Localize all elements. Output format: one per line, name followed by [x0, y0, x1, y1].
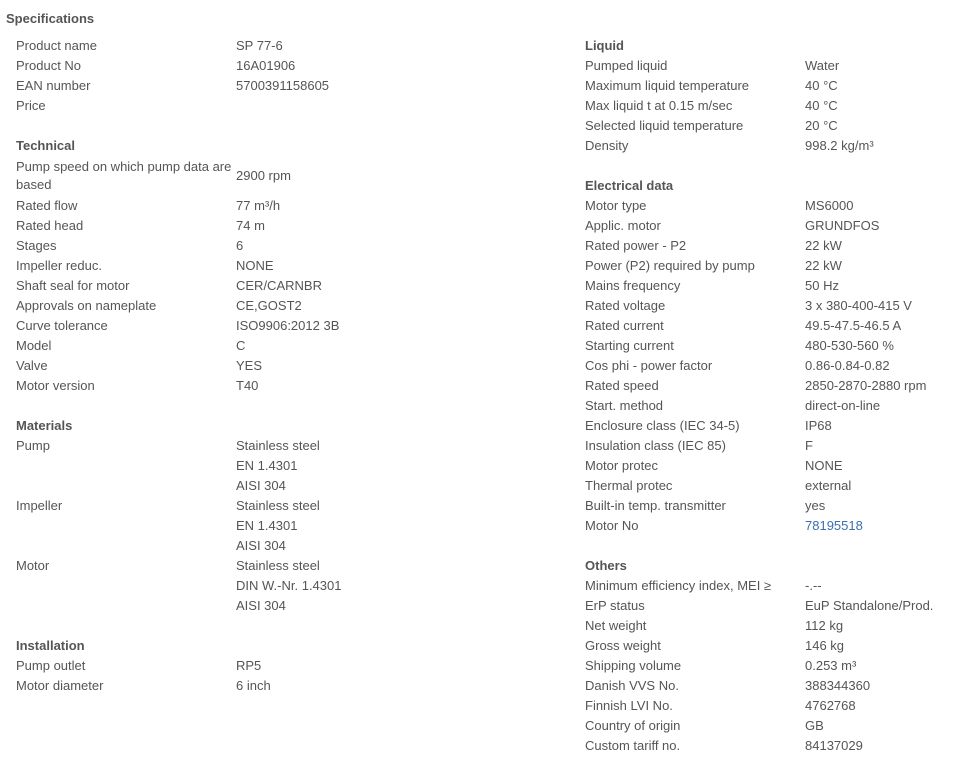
spec-row-product-name [16, 36, 486, 56]
spec-row-impeller-reduc [16, 256, 486, 276]
spec-label: Pump outlet [16, 658, 86, 673]
spec-label: Thermal protec [585, 478, 673, 493]
spec-row-selected-liquid-temp [585, 116, 960, 136]
spec-row-pumped-liquid [585, 56, 960, 76]
material-line: AISI 304 [236, 538, 286, 553]
spec-label: Motor protec [585, 458, 658, 473]
spec-row-valve [16, 356, 486, 376]
section-title-others: Others [585, 558, 627, 573]
spec-label: Impeller reduc. [16, 258, 102, 273]
spec-row-rated-head [16, 216, 486, 236]
spec-row-shipping-volume [585, 656, 960, 676]
spec-label: Motor version [16, 378, 95, 393]
spec-value: 77 m³/h [236, 198, 281, 213]
material-line: AISI 304 [236, 598, 286, 613]
spec-value: GB [805, 718, 824, 733]
spec-label: Curve tolerance [16, 318, 108, 333]
spec-value: 22 kW [805, 238, 842, 253]
spec-value: 4762768 [805, 698, 856, 713]
section-title-materials: Materials [16, 418, 73, 433]
spec-label: Max liquid t at 0.15 m/sec [585, 98, 733, 113]
general-section [16, 36, 486, 116]
spec-label: Pump speed on which pump data are based [16, 159, 232, 192]
spec-value: 388344360 [805, 678, 871, 693]
spec-row-starting-current [585, 336, 960, 356]
spec-label: Enclosure class (IEC 34-5) [585, 418, 740, 433]
spec-row-approvals [16, 296, 486, 316]
spec-row-mains-frequency [585, 276, 960, 296]
spec-row-erp-status [585, 596, 960, 616]
spec-row-danish-vvs [585, 676, 960, 696]
spec-row-impeller-material [16, 496, 486, 556]
spec-row-custom-tariff [585, 736, 960, 756]
spec-row-net-weight [585, 616, 960, 636]
spec-value: 2850-2870-2880 rpm [805, 378, 927, 393]
spec-value: 22 kW [805, 258, 842, 273]
spec-label: Maximum liquid temperature [585, 78, 750, 93]
spec-label: Motor diameter [16, 678, 104, 693]
spec-row-rated-speed [585, 376, 960, 396]
section-title-electrical: Electrical data [585, 178, 674, 193]
spec-label: Motor No [585, 518, 639, 533]
spec-value: SP 77-6 [236, 38, 283, 53]
electrical-section [585, 176, 960, 536]
spec-row-gross-weight [585, 636, 960, 656]
spec-label: Stages [16, 238, 57, 253]
spec-value: 20 °C [805, 118, 838, 133]
spec-value: 112 kg [805, 618, 844, 633]
spec-row-curve-tolerance [16, 316, 486, 336]
spec-value: 998.2 kg/m³ [805, 138, 874, 153]
spec-label: Cos phi - power factor [585, 358, 713, 373]
technical-section [16, 136, 486, 396]
spec-value: 6 [236, 238, 244, 253]
spec-value: 74 m [236, 218, 265, 233]
material-line: Stainless steel [236, 498, 320, 513]
spec-label: Motor type [585, 198, 647, 213]
spec-label: Custom tariff no. [585, 738, 681, 753]
spec-row-power-required [585, 256, 960, 276]
spec-value: CER/CARNBR [236, 278, 322, 293]
spec-value: CE,GOST2 [236, 298, 302, 313]
spec-row-rated-flow [16, 196, 486, 216]
spec-row-temp-transmitter [585, 496, 960, 516]
spec-label: Starting current [585, 338, 674, 353]
spec-row-country-of-origin [585, 716, 960, 736]
spec-value: 0.86-0.84-0.82 [805, 358, 890, 373]
spec-label: Pump [16, 438, 50, 453]
spec-value: RP5 [236, 658, 262, 673]
spec-row-mei [585, 576, 960, 596]
spec-label: Motor [16, 558, 50, 573]
spec-label: Country of origin [585, 718, 681, 733]
spec-value: C [236, 338, 246, 353]
spec-value: EuP Standalone/Prod. [805, 598, 934, 613]
spec-row-motor-diameter [16, 676, 486, 696]
spec-label: Approvals on nameplate [16, 298, 157, 313]
spec-value: 40 °C [805, 78, 838, 93]
spec-row-motor-type [585, 196, 960, 216]
left-column [16, 36, 486, 696]
spec-value [236, 496, 486, 556]
spec-label: Danish VVS No. [585, 678, 679, 693]
spec-label: Product name [16, 38, 97, 53]
spec-row-ean-number [16, 76, 486, 96]
spec-label: Net weight [585, 618, 647, 633]
spec-label: Rated speed [585, 378, 659, 393]
spec-label: Rated flow [16, 198, 78, 213]
spec-row-motor-material [16, 556, 486, 616]
spec-label: Pumped liquid [585, 58, 668, 73]
material-line: Stainless steel [236, 558, 320, 573]
spec-value: 50 Hz [805, 278, 839, 293]
spec-row-motor-no [585, 516, 960, 536]
liquid-section [585, 36, 960, 156]
spec-value: yes [805, 498, 826, 513]
page-title: Specifications [6, 11, 95, 26]
spec-value: 40 °C [805, 98, 838, 113]
spec-label: Rated head [16, 218, 84, 233]
material-line: DIN W.-Nr. 1.4301 [236, 578, 342, 593]
materials-section [16, 416, 486, 616]
spec-label: Rated current [585, 318, 664, 333]
spec-label: Minimum efficiency index, MEI ≥ [585, 578, 772, 593]
spec-value: 16A01906 [236, 58, 296, 73]
spec-row-applic-motor [585, 216, 960, 236]
motor-no-link[interactable]: 78195518 [805, 518, 863, 533]
spec-value: IP68 [805, 418, 832, 433]
spec-value: MS6000 [805, 198, 854, 213]
spec-label: Selected liquid temperature [585, 118, 744, 133]
spec-row-stages [16, 236, 486, 256]
spec-label: Impeller [16, 498, 63, 513]
spec-row-density [585, 136, 960, 156]
spec-row-thermal-protec [585, 476, 960, 496]
spec-label: ErP status [585, 598, 645, 613]
others-section [585, 556, 960, 756]
spec-row-shaft-seal [16, 276, 486, 296]
spec-value: 49.5-47.5-46.5 A [805, 318, 902, 333]
spec-row-insulation-class [585, 436, 960, 456]
spec-value: external [805, 478, 852, 493]
spec-row-max-liquid-temp [585, 76, 960, 96]
spec-row-pump-speed [16, 156, 486, 196]
spec-label: EAN number [16, 78, 91, 93]
material-line: EN 1.4301 [236, 518, 298, 533]
spec-value: direct-on-line [805, 398, 881, 413]
spec-row-motor-version [16, 376, 486, 396]
spec-value: 84137029 [805, 738, 863, 753]
spec-label: Shipping volume [585, 658, 682, 673]
spec-row-finnish-lvi [585, 696, 960, 716]
spec-value: 5700391158605 [236, 78, 330, 93]
spec-label: Price [16, 98, 46, 113]
spec-value: 6 inch [236, 678, 271, 693]
spec-row-product-no [16, 56, 486, 76]
spec-value: 0.253 m³ [805, 658, 857, 673]
spec-value: NONE [236, 258, 274, 273]
section-title-technical: Technical [16, 138, 76, 153]
material-line: EN 1.4301 [236, 458, 298, 473]
spec-label: Finnish LVI No. [585, 698, 673, 713]
spec-row-model [16, 336, 486, 356]
spec-row-max-liquid-t-velocity [585, 96, 960, 116]
spec-label: Density [585, 138, 629, 153]
spec-label: Rated voltage [585, 298, 666, 313]
spec-label: Start. method [585, 398, 664, 413]
spec-row-rated-power [585, 236, 960, 256]
spec-label: Product No [16, 58, 82, 73]
spec-label: Valve [16, 358, 48, 373]
spec-row-cos-phi [585, 356, 960, 376]
spec-value: NONE [805, 458, 843, 473]
spec-label: Insulation class (IEC 85) [585, 438, 726, 453]
spec-value: -.-- [805, 578, 822, 593]
spec-value: ISO9906:2012 3B [236, 318, 340, 333]
spec-value [236, 556, 486, 616]
section-title-installation: Installation [16, 638, 85, 653]
spec-label: Power (P2) required by pump [585, 258, 755, 273]
spec-label: Shaft seal for motor [16, 278, 130, 293]
right-column [585, 36, 960, 756]
spec-value: Water [805, 58, 840, 73]
spec-value: T40 [236, 378, 259, 393]
spec-label: Model [16, 338, 52, 353]
spec-label: Mains frequency [585, 278, 681, 293]
spec-value: GRUNDFOS [805, 218, 880, 233]
spec-row-rated-current [585, 316, 960, 336]
spec-row-start-method [585, 396, 960, 416]
spec-row-price [16, 96, 486, 116]
spec-value: F [805, 438, 813, 453]
spec-row-pump-material [16, 436, 486, 496]
spec-value: YES [236, 358, 263, 373]
spec-row-motor-protec [585, 456, 960, 476]
spec-row-rated-voltage [585, 296, 960, 316]
material-line: AISI 304 [236, 478, 286, 493]
installation-section [16, 636, 486, 696]
spec-label: Gross weight [585, 638, 661, 653]
spec-value: 2900 rpm [236, 168, 291, 183]
spec-label: Rated power - P2 [585, 238, 687, 253]
spec-label: Built-in temp. transmitter [585, 498, 726, 513]
spec-value [236, 436, 486, 496]
spec-value: 3 x 380-400-415 V [805, 298, 912, 313]
material-line: Stainless steel [236, 438, 320, 453]
spec-value: 480-530-560 % [805, 338, 894, 353]
spec-label: Applic. motor [585, 218, 661, 233]
spec-row-enclosure-class [585, 416, 960, 436]
spec-value: 146 kg [805, 638, 845, 653]
section-title-liquid: Liquid [585, 38, 624, 53]
spec-row-pump-outlet [16, 656, 486, 676]
